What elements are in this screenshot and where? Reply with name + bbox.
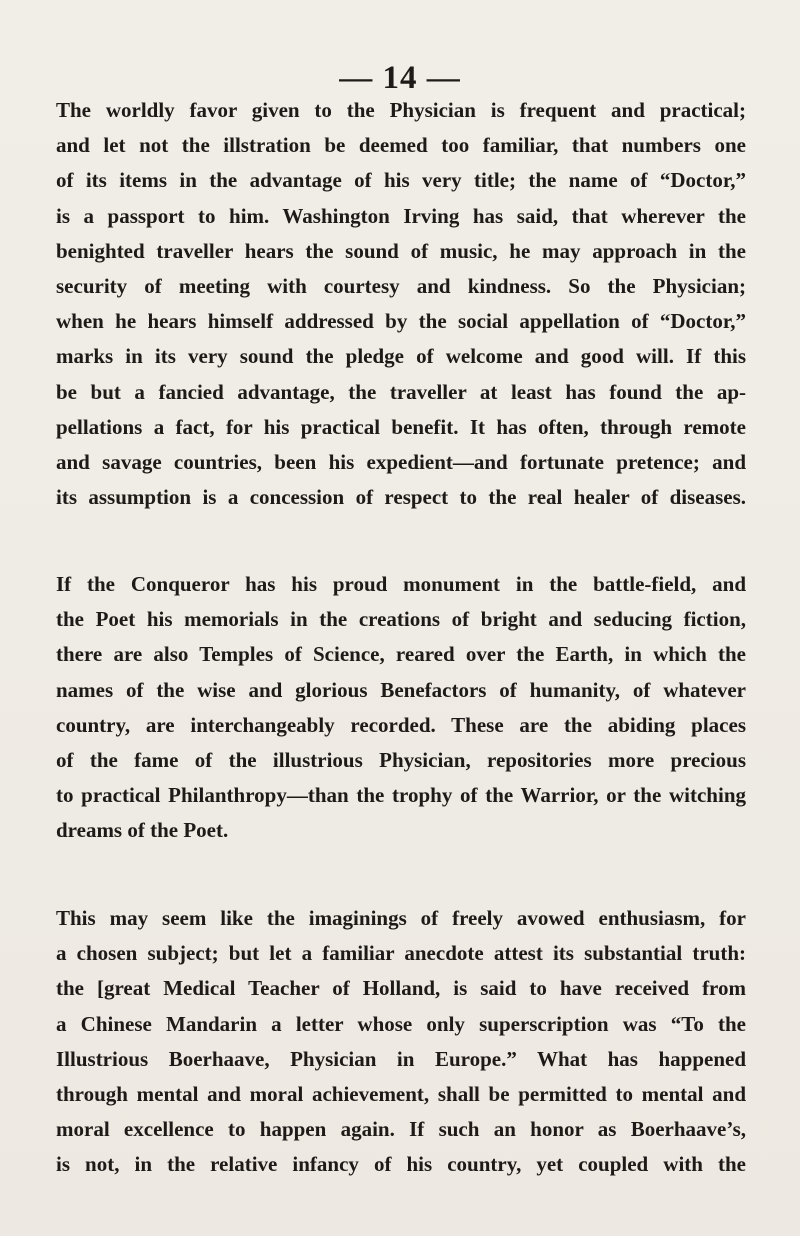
text-line: there are also Temples of Science, reared over the Earth, in which the: [56, 642, 746, 667]
text-line: country, are interchangeably recorded. These are the abiding places: [56, 712, 746, 737]
text-line: be but a fancied advantage, the traveller at least has found the ap-: [56, 379, 746, 404]
text-line: of the fame of the illustrious Physician, repositories more precious: [56, 748, 746, 773]
text-line: pellations a fact, for his practical benefit. It has often, through remote: [56, 414, 746, 439]
page-number: — 14 —: [339, 60, 461, 96]
text-line: and savage countries, been his expedient—and fortunate pretence; and: [56, 450, 746, 475]
text-line: a Chinese Mandarin a letter whose only superscription was “To the: [56, 1011, 746, 1036]
text-line: to practical Philanthropy—than the trophy of the Warrior, or the witching: [56, 783, 746, 808]
paragraph-physician-favor: [56, 93, 746, 515]
text-line: marks in its very sound the pledge of welcome and good will. If this: [56, 344, 746, 369]
paragraph-temples-of-science: [56, 567, 746, 849]
text-line: If the Conqueror has his proud monument in the battle-field, and: [56, 572, 746, 596]
text-line: through mental and moral achievement, shall be permitted to mental and: [56, 1082, 746, 1107]
text-line: is a passport to him. Washington Irving has said, that wherever the: [56, 203, 746, 228]
text-line: of its items in the advantage of his very title; the name of “Doctor,”: [56, 168, 746, 193]
text-line: The worldly favor given to the Physician is frequent and practical;: [56, 98, 746, 122]
text-line: security of meeting with courtesy and kindness. So the Physician;: [56, 274, 746, 299]
text-line: a chosen subject; but let a familiar anecdote attest its substantial truth:: [56, 941, 746, 966]
text-line: its assumption is a concession of respect to the real healer of diseases.: [56, 485, 746, 510]
text-line: moral excellence to happen again. If such an honor as Boerhaave’s,: [56, 1117, 746, 1142]
text-line: and let not the illstration be deemed too familiar, that numbers one: [56, 133, 746, 158]
text-line: This may seem like the imaginings of freely avowed enthusiasm, for: [56, 906, 746, 930]
text-line: when he hears himself addressed by the social appellation of “Doctor,”: [56, 309, 746, 334]
text-line: benighted traveller hears the sound of music, he may approach in the: [56, 238, 746, 263]
text-line: the [great Medical Teacher of Holland, is said to have received from: [56, 976, 746, 1001]
paragraph-boerhaave-anecdote: [56, 901, 746, 1183]
text-line: Illustrious Boerhaave, Physician in Europe.” What has happened: [56, 1046, 746, 1071]
text-line: the Poet his memorials in the creations of bright and seducing fiction,: [56, 607, 746, 632]
text-line: is not, in the relative infancy of his country, yet coupled with the: [56, 1152, 746, 1177]
text-line: dreams of the Poet.: [56, 818, 229, 843]
text-line: names of the wise and glorious Benefactors of humanity, of whatever: [56, 677, 746, 702]
